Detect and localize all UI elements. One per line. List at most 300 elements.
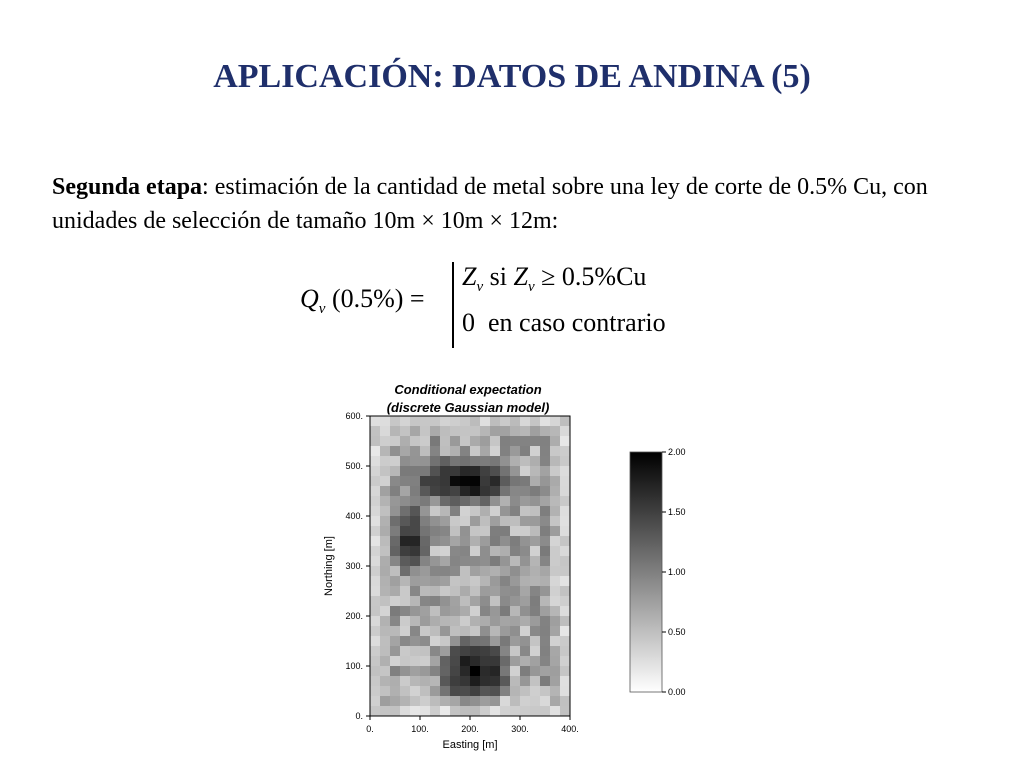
heatmap-cell bbox=[560, 686, 570, 696]
heatmap-cell bbox=[400, 466, 410, 476]
heatmap-cell bbox=[450, 616, 460, 626]
heatmap-cell bbox=[470, 556, 480, 566]
colorbar-tick-label: 2.00 bbox=[668, 447, 686, 457]
heatmap-cell bbox=[500, 666, 510, 676]
heatmap-cell bbox=[500, 456, 510, 466]
heatmap-cell bbox=[490, 566, 500, 576]
heatmap-cell bbox=[440, 576, 450, 586]
heatmap-cell bbox=[560, 556, 570, 566]
heatmap-cell bbox=[430, 516, 440, 526]
heatmap-cell bbox=[550, 466, 560, 476]
heatmap-cell bbox=[460, 606, 470, 616]
chart-title-2: (discrete Gaussian model) bbox=[386, 400, 550, 415]
heatmap-cell bbox=[450, 476, 460, 486]
heatmap-cell bbox=[470, 606, 480, 616]
heatmap-cell bbox=[450, 676, 460, 686]
heatmap-cell bbox=[550, 646, 560, 656]
heatmap-cell bbox=[390, 566, 400, 576]
heatmap-cell bbox=[390, 646, 400, 656]
heatmap-cell bbox=[440, 656, 450, 666]
heatmap-cell bbox=[420, 466, 430, 476]
heatmap-cell bbox=[550, 606, 560, 616]
heatmap-cell bbox=[380, 666, 390, 676]
heatmap-cell bbox=[410, 616, 420, 626]
heatmap-cell bbox=[540, 616, 550, 626]
heatmap-cell bbox=[430, 436, 440, 446]
heatmap-cell bbox=[530, 476, 540, 486]
heatmap-cell bbox=[380, 486, 390, 496]
heatmap-cell bbox=[550, 666, 560, 676]
heatmap-cell bbox=[470, 516, 480, 526]
heatmap-cell bbox=[370, 466, 380, 476]
heatmap-cell bbox=[430, 606, 440, 616]
heatmap-cell bbox=[440, 496, 450, 506]
heatmap-cell bbox=[560, 646, 570, 656]
heatmap-cell bbox=[430, 586, 440, 596]
heatmap-cell bbox=[410, 416, 420, 426]
heatmap-cell bbox=[520, 436, 530, 446]
heatmap-cell bbox=[520, 426, 530, 436]
heatmap-cell bbox=[520, 516, 530, 526]
heatmap-cell bbox=[450, 416, 460, 426]
heatmap-cell bbox=[370, 686, 380, 696]
heatmap-cell bbox=[440, 556, 450, 566]
heatmap-cell bbox=[390, 596, 400, 606]
heatmap-cell bbox=[390, 456, 400, 466]
heatmap-cell bbox=[460, 686, 470, 696]
heatmap-cell bbox=[390, 656, 400, 666]
heatmap-cell bbox=[530, 706, 540, 716]
heatmap-cell bbox=[460, 446, 470, 456]
heatmap-cell bbox=[390, 546, 400, 556]
heatmap-cell bbox=[530, 536, 540, 546]
heatmap-cell bbox=[550, 706, 560, 716]
heatmap-cell bbox=[560, 626, 570, 636]
heatmap-cell bbox=[370, 646, 380, 656]
heatmap-cell bbox=[460, 476, 470, 486]
heatmap-cell bbox=[560, 666, 570, 676]
heatmap-cell bbox=[470, 486, 480, 496]
formula-arg: (0.5%) = bbox=[325, 284, 425, 313]
heatmap-cell bbox=[380, 586, 390, 596]
heatmap-cell bbox=[400, 616, 410, 626]
heatmap-cell bbox=[480, 516, 490, 526]
heatmap-cell bbox=[440, 446, 450, 456]
heatmap-cell bbox=[540, 416, 550, 426]
heatmap-cell bbox=[400, 546, 410, 556]
heatmap-cell bbox=[520, 416, 530, 426]
heatmap-cell bbox=[460, 676, 470, 686]
heatmap-cell bbox=[390, 446, 400, 456]
heatmap-cell bbox=[420, 646, 430, 656]
heatmap-cell bbox=[390, 526, 400, 536]
heatmap-cell bbox=[530, 556, 540, 566]
heatmap-cell bbox=[410, 676, 420, 686]
heatmap-cell bbox=[420, 696, 430, 706]
heatmap-cell bbox=[540, 676, 550, 686]
heatmap-cell bbox=[490, 576, 500, 586]
heatmap-cell bbox=[430, 686, 440, 696]
formula-case-2 bbox=[462, 308, 666, 338]
heatmap-cell bbox=[420, 596, 430, 606]
heatmap-cell bbox=[500, 656, 510, 666]
heatmap-cell bbox=[540, 526, 550, 536]
heatmap-cell bbox=[450, 556, 460, 566]
heatmap-cell bbox=[380, 456, 390, 466]
heatmap-cell bbox=[440, 506, 450, 516]
heatmap-cell bbox=[380, 556, 390, 566]
heatmap-cell bbox=[520, 466, 530, 476]
heatmap-cell bbox=[500, 686, 510, 696]
heatmap-cell bbox=[520, 496, 530, 506]
heatmap-cell bbox=[530, 516, 540, 526]
heatmap-cell bbox=[400, 526, 410, 536]
heatmap-cell bbox=[560, 446, 570, 456]
colorbar-tick-label: 0.50 bbox=[668, 627, 686, 637]
heatmap-cell bbox=[530, 486, 540, 496]
heatmap-cell bbox=[550, 476, 560, 486]
heatmap-cell bbox=[450, 606, 460, 616]
heatmap-cell bbox=[510, 576, 520, 586]
heatmap-cell bbox=[560, 656, 570, 666]
heatmap-cell bbox=[560, 536, 570, 546]
heatmap-cell bbox=[380, 576, 390, 586]
heatmap-cell bbox=[420, 436, 430, 446]
intro-paragraph bbox=[52, 170, 952, 238]
heatmap-cell bbox=[470, 676, 480, 686]
heatmap-cell bbox=[510, 466, 520, 476]
heatmap-cell bbox=[390, 436, 400, 446]
heatmap-cell bbox=[490, 676, 500, 686]
heatmap-cell bbox=[490, 476, 500, 486]
heatmap-cell bbox=[440, 516, 450, 526]
heatmap-cell bbox=[560, 546, 570, 556]
heatmap-cell bbox=[480, 596, 490, 606]
heatmap-cell bbox=[460, 616, 470, 626]
heatmap-cell bbox=[380, 476, 390, 486]
heatmap-cell bbox=[440, 586, 450, 596]
x-tick-label: 100. bbox=[411, 724, 429, 734]
heatmap-cell bbox=[530, 456, 540, 466]
heatmap-cell bbox=[390, 616, 400, 626]
heatmap-cell bbox=[440, 466, 450, 476]
heatmap-cell bbox=[410, 606, 420, 616]
heatmap-cell bbox=[540, 486, 550, 496]
colorbar-tick-label: 1.00 bbox=[668, 567, 686, 577]
formula-cu: Cu bbox=[616, 262, 647, 291]
heatmap-cell bbox=[550, 596, 560, 606]
heatmap-cell bbox=[420, 656, 430, 666]
heatmap-cell bbox=[370, 556, 380, 566]
heatmap-cell bbox=[390, 706, 400, 716]
heatmap-cell bbox=[560, 586, 570, 596]
heatmap-cell bbox=[430, 556, 440, 566]
heatmap-cell bbox=[400, 566, 410, 576]
heatmap-cell bbox=[550, 686, 560, 696]
heatmap-cell bbox=[470, 436, 480, 446]
heatmap-cell bbox=[440, 566, 450, 576]
heatmap-cell bbox=[470, 566, 480, 576]
heatmap-cell bbox=[510, 706, 520, 716]
heatmap-cell bbox=[500, 556, 510, 566]
heatmap-cell bbox=[500, 636, 510, 646]
heatmap-cell bbox=[400, 556, 410, 566]
heatmap-cell bbox=[390, 556, 400, 566]
heatmap-cell bbox=[400, 506, 410, 516]
heatmap-cell bbox=[410, 546, 420, 556]
heatmap-cell bbox=[370, 436, 380, 446]
heatmap-cell bbox=[540, 536, 550, 546]
heatmap-cell bbox=[430, 526, 440, 536]
heatmap-cell bbox=[380, 506, 390, 516]
heatmap-cell bbox=[540, 636, 550, 646]
heatmap-cell bbox=[500, 536, 510, 546]
heatmap-cell bbox=[410, 556, 420, 566]
heatmap-cell bbox=[410, 476, 420, 486]
heatmap-cell bbox=[470, 456, 480, 466]
heatmap-cell bbox=[550, 486, 560, 496]
formula-z2: Z bbox=[513, 262, 528, 291]
heatmap-cell bbox=[440, 626, 450, 636]
heatmap-cell bbox=[390, 426, 400, 436]
heatmap-cell bbox=[510, 626, 520, 636]
heatmap-cell bbox=[420, 606, 430, 616]
heatmap-cell bbox=[530, 466, 540, 476]
heatmap-cell bbox=[430, 566, 440, 576]
heatmap-cell bbox=[440, 486, 450, 496]
heatmap-cell bbox=[490, 506, 500, 516]
y-tick-label: 200. bbox=[345, 611, 363, 621]
heatmap-cell bbox=[450, 446, 460, 456]
heatmap-cell bbox=[400, 666, 410, 676]
heatmap-cell bbox=[470, 416, 480, 426]
heatmap-cell bbox=[460, 666, 470, 676]
y-tick-label: 100. bbox=[345, 661, 363, 671]
heatmap-cell bbox=[500, 476, 510, 486]
heatmap-cell bbox=[550, 446, 560, 456]
heatmap-cell bbox=[490, 556, 500, 566]
heatmap-cell bbox=[440, 696, 450, 706]
heatmap-cell bbox=[540, 666, 550, 676]
heatmap-cell bbox=[530, 586, 540, 596]
heatmap-cell bbox=[370, 486, 380, 496]
heatmap-cell bbox=[460, 416, 470, 426]
heatmap-cell bbox=[470, 686, 480, 696]
heatmap-cell bbox=[430, 576, 440, 586]
x-tick-label: 300. bbox=[511, 724, 529, 734]
heatmap-cell bbox=[470, 526, 480, 536]
heatmap-cell bbox=[380, 626, 390, 636]
formula-sub-v: v bbox=[318, 301, 326, 318]
heatmap-cell bbox=[520, 646, 530, 656]
heatmap-cell bbox=[540, 646, 550, 656]
heatmap-cell bbox=[540, 566, 550, 576]
heatmap-cell bbox=[370, 626, 380, 636]
heatmap-cell bbox=[510, 596, 520, 606]
heatmap-cell bbox=[500, 616, 510, 626]
heatmap-cell bbox=[540, 506, 550, 516]
heatmap-cell bbox=[370, 536, 380, 546]
heatmap-cell bbox=[540, 686, 550, 696]
heatmap-cell bbox=[450, 466, 460, 476]
formula-si: si bbox=[483, 262, 514, 291]
heatmap-cell bbox=[510, 556, 520, 566]
heatmap-cell bbox=[380, 496, 390, 506]
heatmap-cell bbox=[480, 696, 490, 706]
heatmap-cell bbox=[400, 656, 410, 666]
heatmap-cell bbox=[380, 646, 390, 656]
heatmap-cell bbox=[380, 676, 390, 686]
heatmap-cell bbox=[480, 496, 490, 506]
heatmap-cell bbox=[380, 686, 390, 696]
formula-case-1 bbox=[462, 262, 646, 296]
heatmap-cell bbox=[420, 486, 430, 496]
heatmap-cell bbox=[370, 526, 380, 536]
heatmap-cell bbox=[460, 706, 470, 716]
heatmap-cell bbox=[510, 496, 520, 506]
heatmap-cell bbox=[410, 436, 420, 446]
heatmap-cell bbox=[480, 536, 490, 546]
heatmap-cell bbox=[480, 676, 490, 686]
heatmap-cell bbox=[440, 616, 450, 626]
heatmap-cell bbox=[390, 496, 400, 506]
heatmap-cell bbox=[510, 546, 520, 556]
heatmap-cell bbox=[420, 496, 430, 506]
heatmap-cell bbox=[450, 576, 460, 586]
heatmap-cell bbox=[450, 566, 460, 576]
heatmap-cell bbox=[550, 456, 560, 466]
heatmap-cell bbox=[450, 666, 460, 676]
heatmap-cell bbox=[560, 606, 570, 616]
heatmap-cell bbox=[400, 686, 410, 696]
heatmap-cell bbox=[480, 706, 490, 716]
heatmap-cell bbox=[410, 446, 420, 456]
heatmap-cell bbox=[480, 606, 490, 616]
heatmap-cell bbox=[480, 416, 490, 426]
x-tick-label: 200. bbox=[461, 724, 479, 734]
heatmap-cell bbox=[460, 646, 470, 656]
x-axis-label: Easting [m] bbox=[442, 739, 498, 751]
heatmap-cell bbox=[380, 596, 390, 606]
heatmap-cell bbox=[420, 536, 430, 546]
heatmap-cell bbox=[450, 496, 460, 506]
heatmap-cell bbox=[420, 666, 430, 676]
heatmap-cell bbox=[520, 606, 530, 616]
heatmap-cell bbox=[430, 666, 440, 676]
heatmap-cell bbox=[400, 446, 410, 456]
heatmap-cell bbox=[500, 566, 510, 576]
heatmap-cell bbox=[460, 546, 470, 556]
heatmap-cell bbox=[480, 626, 490, 636]
heatmap-cell bbox=[520, 696, 530, 706]
heatmap-cell bbox=[430, 546, 440, 556]
slide-title: APLICACIÓN: DATOS DE ANDINA (5) bbox=[213, 58, 811, 95]
heatmap-cell bbox=[380, 416, 390, 426]
heatmap-cell bbox=[460, 536, 470, 546]
heatmap-cell bbox=[490, 496, 500, 506]
heatmap-cell bbox=[430, 426, 440, 436]
heatmap-cell bbox=[510, 446, 520, 456]
heatmap-cell bbox=[430, 696, 440, 706]
heatmap-cell bbox=[520, 676, 530, 686]
colorbar-tick-label: 1.50 bbox=[668, 507, 686, 517]
heatmap-cell bbox=[550, 496, 560, 506]
heatmap-cell bbox=[480, 526, 490, 536]
heatmap-cell bbox=[380, 466, 390, 476]
heatmap-cell bbox=[380, 516, 390, 526]
colorbar-axis bbox=[662, 447, 686, 697]
heatmap-cell bbox=[420, 446, 430, 456]
colorbar bbox=[630, 452, 662, 692]
heatmap-cell bbox=[380, 436, 390, 446]
heatmap-cell bbox=[530, 656, 540, 666]
heatmap-cell bbox=[530, 416, 540, 426]
heatmap-cell bbox=[460, 586, 470, 596]
heatmap-cell bbox=[480, 666, 490, 676]
heatmap-cell bbox=[410, 696, 420, 706]
heatmap-cell bbox=[510, 606, 520, 616]
heatmap-cell bbox=[550, 556, 560, 566]
heatmap-cell bbox=[560, 486, 570, 496]
heatmap-cell bbox=[530, 626, 540, 636]
heatmap-cell bbox=[460, 456, 470, 466]
heatmap-cell bbox=[540, 556, 550, 566]
heatmap-cell bbox=[550, 536, 560, 546]
heatmap-cell bbox=[370, 596, 380, 606]
heatmap-cell bbox=[420, 706, 430, 716]
heatmap-cell bbox=[490, 416, 500, 426]
heatmap-cell bbox=[400, 496, 410, 506]
heatmap-cell bbox=[410, 456, 420, 466]
heatmap-cell bbox=[550, 546, 560, 556]
heatmap-cell bbox=[400, 596, 410, 606]
heatmap-cell bbox=[430, 596, 440, 606]
heatmap-cell bbox=[500, 506, 510, 516]
heatmap-cell bbox=[540, 426, 550, 436]
heatmap-cell bbox=[530, 526, 540, 536]
heatmap-cell bbox=[390, 586, 400, 596]
heatmap-cell bbox=[500, 646, 510, 656]
heatmap-cell bbox=[440, 636, 450, 646]
heatmap-cell bbox=[400, 536, 410, 546]
heatmap-cell bbox=[370, 676, 380, 686]
heatmap-cell bbox=[470, 656, 480, 666]
heatmap-cell bbox=[420, 566, 430, 576]
heatmap-cell bbox=[390, 466, 400, 476]
heatmap-cell bbox=[540, 546, 550, 556]
heatmap-cell bbox=[520, 616, 530, 626]
heatmap-cell bbox=[400, 476, 410, 486]
heatmap-cell bbox=[470, 706, 480, 716]
heatmap-cell bbox=[510, 616, 520, 626]
heatmap-cell bbox=[370, 606, 380, 616]
heatmap-cell bbox=[380, 696, 390, 706]
heatmap-cell bbox=[390, 686, 400, 696]
heatmap-cell bbox=[530, 566, 540, 576]
heatmap-cell bbox=[500, 446, 510, 456]
heatmap-cell bbox=[430, 506, 440, 516]
heatmap-cell bbox=[560, 676, 570, 686]
heatmap-cell bbox=[370, 706, 380, 716]
heatmap-cell bbox=[490, 616, 500, 626]
heatmap-cell bbox=[380, 566, 390, 576]
heatmap-cell bbox=[370, 586, 380, 596]
heatmap-cell bbox=[480, 546, 490, 556]
heatmap-cell bbox=[420, 636, 430, 646]
heatmap-cell bbox=[410, 466, 420, 476]
heatmap-cell bbox=[430, 656, 440, 666]
heatmap-cell bbox=[440, 416, 450, 426]
